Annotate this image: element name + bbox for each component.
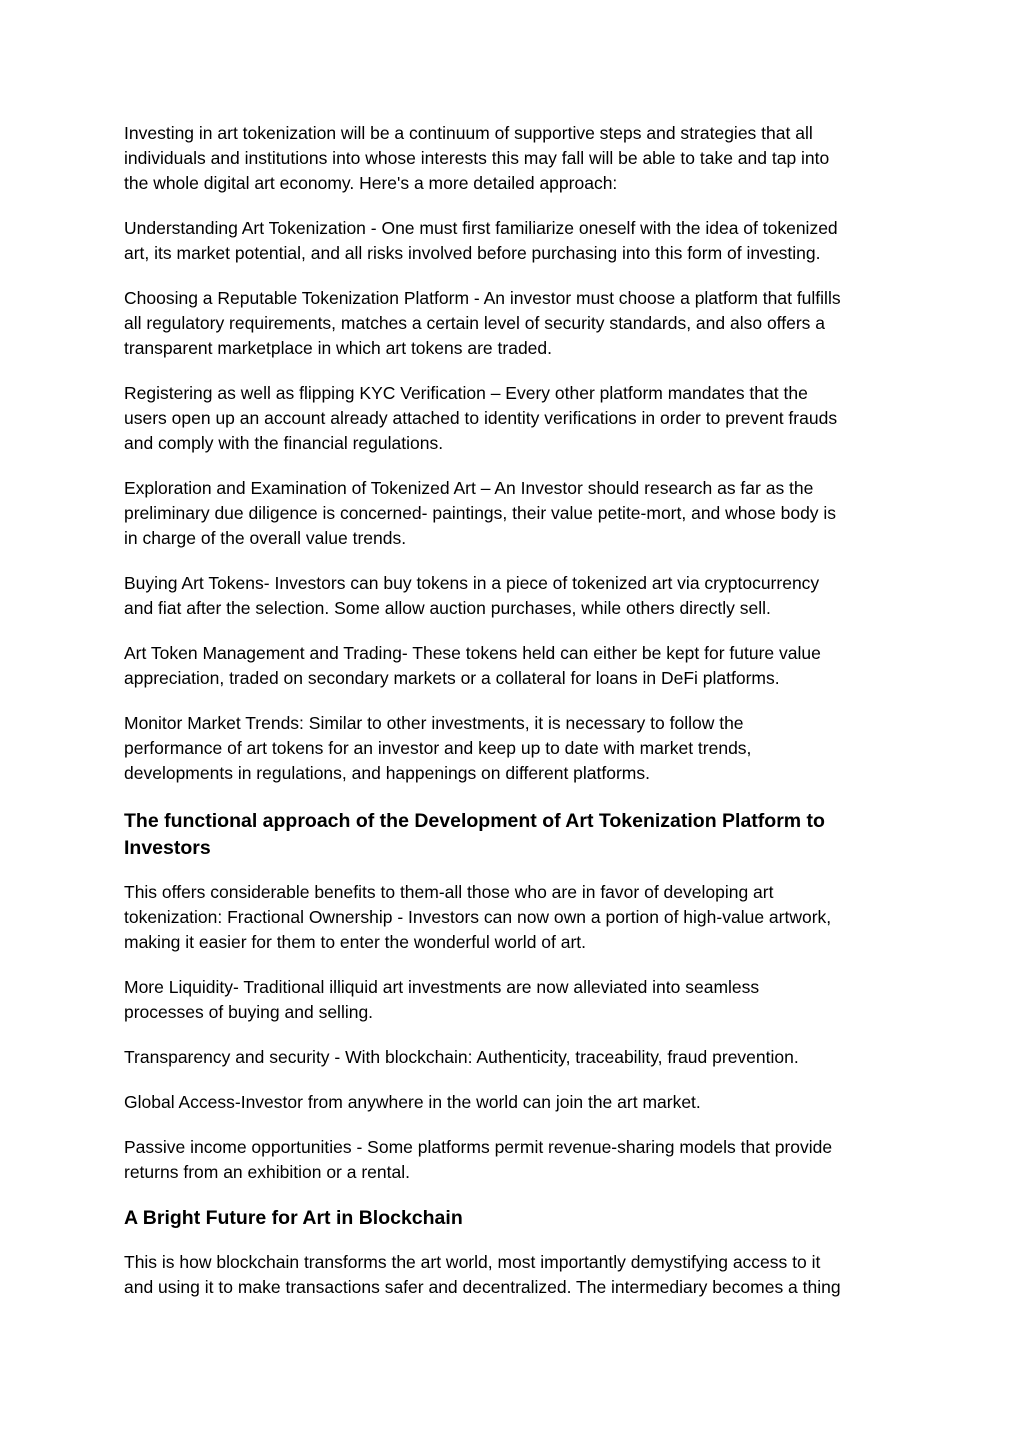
intro-paragraph: Investing in art tokenization will be a continuum of supportive steps and strategies that all individuals and institutions into whose interests this may fall will be able to take and tap into the whole digital art economy. Here's a more detailed approach: bbox=[124, 123, 830, 193]
global-access-paragraph: Global Access-Investor from anywhere in the world can join the art market. bbox=[124, 1092, 701, 1112]
document-page bbox=[124, 121, 914, 1320]
buying-paragraph: Buying Art Tokens- Investors can buy tokens in a piece of tokenized art via cryptocurrency and fiat after the selection. Some allow auction purchases, while others directly sell. bbox=[124, 573, 820, 618]
platform-paragraph: Choosing a Reputable Tokenization Platform - An investor must choose a platform that fulfills all regulatory requirements, matches a certain level of security standards, and also offers a transparent marketplace in which art tokens are traded. bbox=[124, 288, 841, 358]
future-paragraph: This is how blockchain transforms the art world, most importantly demystifying access to it and using it to make transactions safer and decentralized. The intermediary becomes a thing bbox=[124, 1252, 841, 1297]
transparency-paragraph: Transparency and security - With blockchain: Authenticity, traceability, fraud prevention. bbox=[124, 1047, 799, 1067]
passive-income-paragraph: Passive income opportunities - Some platforms permit revenue-sharing models that provide returns from an exhibition or a rental. bbox=[124, 1137, 833, 1182]
monitor-paragraph: Monitor Market Trends: Similar to other investments, it is necessary to follow the performance of art tokens for an investor and keep up to date with market trends, developments in regulations, and happenings on different platforms. bbox=[124, 713, 752, 783]
section-heading-bright-future: A Bright Future for Art in Blockchain bbox=[124, 1207, 463, 1229]
section-heading-functional-approach: The functional approach of the Development of Art Tokenization Platform to Investors bbox=[124, 810, 825, 859]
benefits-paragraph: This offers considerable benefits to them-all those who are in favor of developing art tokenization: Fractional Ownership - Investors can now own a portion of high-value artwork, making it easier for them to enter the wonderful world of art. bbox=[124, 882, 832, 952]
kyc-paragraph: Registering as well as flipping KYC Verification – Every other platform mandates that the users open up an account already attached to identity verifications in order to prevent frauds and comply with the financial regulations. bbox=[124, 383, 838, 453]
understanding-paragraph: Understanding Art Tokenization - One must first familiarize oneself with the idea of tokenized art, its market potential, and all risks involved before purchasing into this form of investing. bbox=[124, 218, 838, 263]
liquidity-paragraph: More Liquidity- Traditional illiquid art investments are now alleviated into seamless processes of buying and selling. bbox=[124, 977, 760, 1022]
exploration-paragraph: Exploration and Examination of Tokenized Art – An Investor should research as far as the preliminary due diligence is concerned- paintings, their value petite-mort, and whose body is in charge of the overall value trends. bbox=[124, 478, 837, 548]
management-paragraph: Art Token Management and Trading- These tokens held can either be kept for future value appreciation, traded on secondary markets or a collateral for loans in DeFi platforms. bbox=[124, 643, 821, 688]
